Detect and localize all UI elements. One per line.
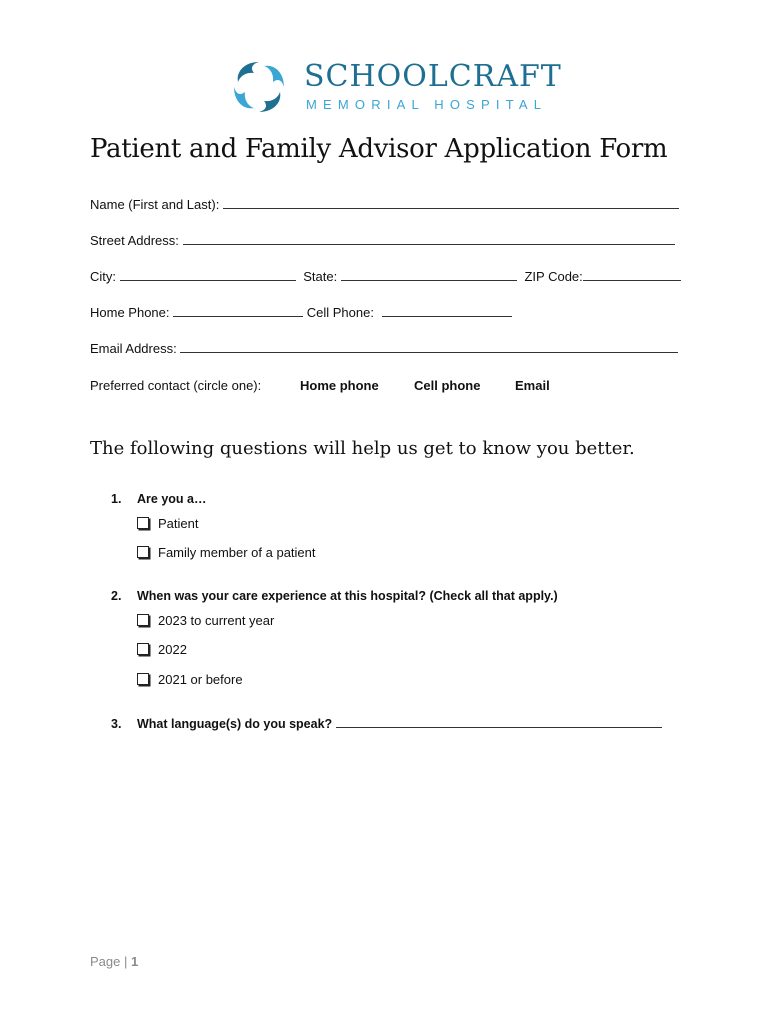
page-footer (90, 954, 138, 969)
email-label: Email Address: (90, 341, 177, 356)
checkbox-label: Patient (158, 516, 199, 531)
zip-field[interactable] (583, 268, 681, 281)
name-field[interactable] (223, 196, 679, 209)
logo-name: SCHOOLCRAFT (304, 59, 562, 94)
street-label: Street Address: (90, 233, 179, 248)
street-field[interactable] (183, 232, 675, 245)
email-field[interactable] (180, 340, 678, 353)
page-separator: | (124, 954, 128, 969)
question-2 (111, 587, 558, 605)
question-3 (111, 715, 662, 733)
checkbox-2022[interactable] (137, 641, 187, 659)
checkbox-icon[interactable] (137, 673, 149, 685)
checkbox-icon[interactable] (137, 643, 149, 655)
home-phone-label: Home Phone: (90, 305, 170, 320)
checkbox-2021[interactable] (137, 671, 243, 689)
question-number: 1. (111, 492, 122, 506)
cell-phone-label: Cell Phone: (306, 305, 374, 320)
street-row (90, 232, 675, 250)
name-row (90, 196, 679, 214)
city-field[interactable] (120, 268, 296, 281)
hospital-logo (228, 56, 562, 116)
page-title: Patient and Family Advisor Application Form (90, 134, 668, 164)
state-field[interactable] (341, 268, 517, 281)
question-text: What language(s) do you speak? (137, 717, 333, 731)
checkbox-patient[interactable] (137, 515, 198, 533)
city-row (90, 268, 681, 286)
city-label: City: (90, 269, 116, 284)
page-number: 1 (131, 954, 139, 969)
checkbox-2023[interactable] (137, 612, 274, 630)
checkbox-label: 2023 to current year (158, 613, 275, 628)
question-1 (111, 490, 206, 508)
logo-subtitle: MEMORIAL HOSPITAL (306, 97, 548, 112)
question-number: 3. (111, 717, 122, 731)
name-label: Name (First and Last): (90, 197, 220, 212)
section-subtitle: The following questions will help us get to know you better. (90, 438, 635, 459)
question-number: 2. (111, 589, 122, 603)
preferred-option-email[interactable]: Email (515, 378, 550, 393)
preferred-contact-label: Preferred contact (circle one): (90, 378, 262, 393)
spiral-logo-icon (228, 56, 290, 118)
cell-phone-field[interactable] (382, 304, 512, 317)
language-field[interactable] (336, 715, 662, 728)
question-text: Are you a… (137, 492, 207, 506)
checkbox-label: Family member of a patient (158, 545, 316, 560)
preferred-option-home-phone[interactable]: Home phone (300, 378, 379, 393)
checkbox-label: 2021 or before (158, 672, 243, 687)
preferred-option-cell-phone[interactable]: Cell phone (414, 378, 481, 393)
zip-label: ZIP Code: (524, 269, 583, 284)
checkbox-icon[interactable] (137, 614, 149, 626)
phone-row (90, 304, 512, 322)
question-text: When was your care experience at this hospital? (Check all that apply.) (137, 589, 558, 603)
checkbox-icon[interactable] (137, 546, 149, 558)
checkbox-label: 2022 (158, 642, 187, 657)
checkbox-icon[interactable] (137, 517, 149, 529)
home-phone-field[interactable] (173, 304, 303, 317)
state-label: State: (303, 269, 338, 284)
email-row (90, 340, 678, 358)
checkbox-family-member[interactable] (137, 544, 316, 562)
page-label: Page (90, 954, 121, 969)
